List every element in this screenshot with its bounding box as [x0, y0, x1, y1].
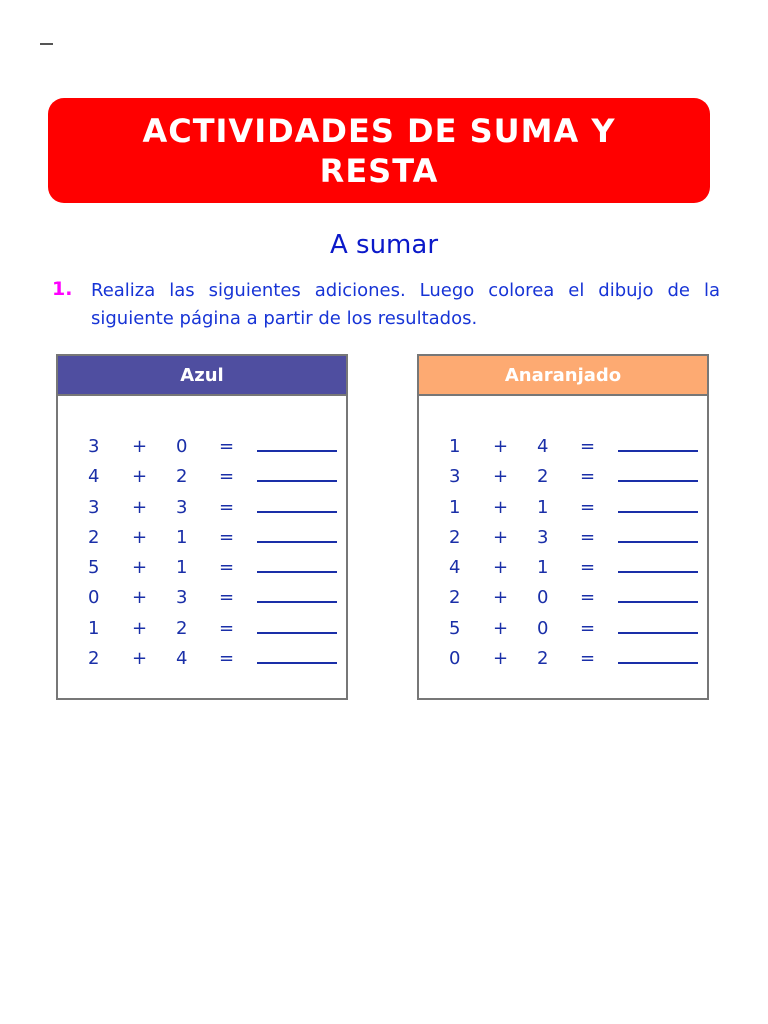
addend-b: 2 [176, 617, 188, 639]
plus-sign: + [493, 557, 509, 579]
addend-b: 2 [537, 648, 549, 670]
plus-sign: + [493, 496, 509, 518]
addend-b: 2 [176, 466, 188, 488]
addend-a: 0 [88, 587, 100, 609]
addend-b: 1 [537, 496, 549, 518]
equals-sign: = [580, 436, 596, 457]
addend-a: 5 [449, 617, 461, 639]
section-title: A sumar [329, 230, 439, 260]
answer-blank [618, 569, 698, 573]
exercise-row [58, 587, 346, 617]
plus-sign: + [132, 526, 148, 548]
equals-sign: = [580, 557, 596, 579]
addend-b: 4 [176, 648, 188, 670]
exercise-row [58, 648, 346, 678]
addend-b: 3 [176, 496, 188, 518]
addend-b: 0 [537, 587, 549, 609]
addend-b: 0 [176, 436, 188, 457]
addend-a: 3 [88, 436, 100, 457]
plus-sign: + [132, 617, 148, 639]
table-anaranjado-header: Anaranjado [419, 356, 707, 396]
answer-blank [257, 509, 337, 513]
addend-a: 0 [449, 648, 461, 670]
exercise-row [419, 466, 707, 496]
equals-sign: = [219, 436, 235, 457]
answer-blank [257, 569, 337, 573]
exercise-row [419, 587, 707, 617]
answer-blank [257, 630, 337, 634]
addend-a: 1 [449, 436, 461, 457]
plus-sign: + [493, 466, 509, 488]
table-azul-rows [58, 436, 346, 678]
equals-sign: = [219, 617, 235, 639]
equals-sign: = [219, 496, 235, 518]
exercise-row [58, 497, 346, 527]
answer-blank [618, 509, 698, 513]
equals-sign: = [580, 526, 596, 548]
addend-b: 1 [176, 557, 188, 579]
page-title: ACTIVIDADES DE SUMA Y RESTA [142, 111, 616, 190]
answer-blank [257, 660, 337, 664]
answer-blank [618, 448, 698, 452]
answer-blank [618, 539, 698, 543]
plus-sign: + [132, 496, 148, 518]
addend-b: 2 [537, 466, 549, 488]
exercise-row [419, 527, 707, 557]
table-azul-header: Azul [58, 356, 346, 396]
addend-a: 3 [449, 466, 461, 488]
title-banner [48, 98, 710, 203]
answer-blank [618, 478, 698, 482]
exercise-row [419, 557, 707, 587]
page-dash-mark [40, 43, 53, 45]
addend-a: 2 [88, 648, 100, 670]
addend-a: 4 [88, 466, 100, 488]
exercise-row [419, 436, 707, 466]
plus-sign: + [132, 557, 148, 579]
plus-sign: + [493, 648, 509, 670]
addend-b: 1 [537, 557, 549, 579]
equals-sign: = [580, 466, 596, 488]
equals-sign: = [580, 648, 596, 670]
instruction-number: 1. [52, 278, 73, 300]
answer-blank [618, 599, 698, 603]
answer-blank [257, 478, 337, 482]
answer-blank [257, 599, 337, 603]
exercise-row [58, 618, 346, 648]
exercise-row [58, 436, 346, 466]
addend-b: 1 [176, 526, 188, 548]
exercise-row [58, 557, 346, 587]
instruction-text: Realiza las siguientes adiciones. Luego colorea el dibujo de la siguiente página a partir de los resultados. [91, 280, 720, 329]
answer-blank [257, 539, 337, 543]
exercise-row [58, 466, 346, 496]
equals-sign: = [219, 466, 235, 488]
equals-sign: = [219, 648, 235, 670]
plus-sign: + [493, 617, 509, 639]
plus-sign: + [132, 648, 148, 670]
exercise-row [419, 497, 707, 527]
addend-b: 4 [537, 436, 549, 457]
addend-a: 2 [88, 526, 100, 548]
table-anaranjado-rows [419, 436, 707, 678]
addend-a: 1 [449, 496, 461, 518]
answer-blank [618, 630, 698, 634]
table-anaranjado [417, 354, 709, 700]
addend-b: 3 [176, 587, 188, 609]
answer-blank [618, 660, 698, 664]
addend-a: 5 [88, 557, 100, 579]
exercise-row [58, 527, 346, 557]
equals-sign: = [219, 526, 235, 548]
equals-sign: = [219, 587, 235, 609]
addend-a: 1 [88, 617, 100, 639]
equals-sign: = [580, 587, 596, 609]
plus-sign: + [132, 436, 148, 457]
equals-sign: = [219, 557, 235, 579]
exercise-row [419, 648, 707, 678]
addend-b: 3 [537, 526, 549, 548]
addend-a: 2 [449, 526, 461, 548]
plus-sign: + [132, 587, 148, 609]
plus-sign: + [493, 526, 509, 548]
exercise-row [419, 618, 707, 648]
equals-sign: = [580, 617, 596, 639]
addend-b: 0 [537, 617, 549, 639]
plus-sign: + [493, 587, 509, 609]
plus-sign: + [493, 436, 509, 457]
equals-sign: = [580, 496, 596, 518]
addend-a: 3 [88, 496, 100, 518]
answer-blank [257, 448, 337, 452]
plus-sign: + [132, 466, 148, 488]
table-azul [56, 354, 348, 700]
addend-a: 2 [449, 587, 461, 609]
addend-a: 4 [449, 557, 461, 579]
